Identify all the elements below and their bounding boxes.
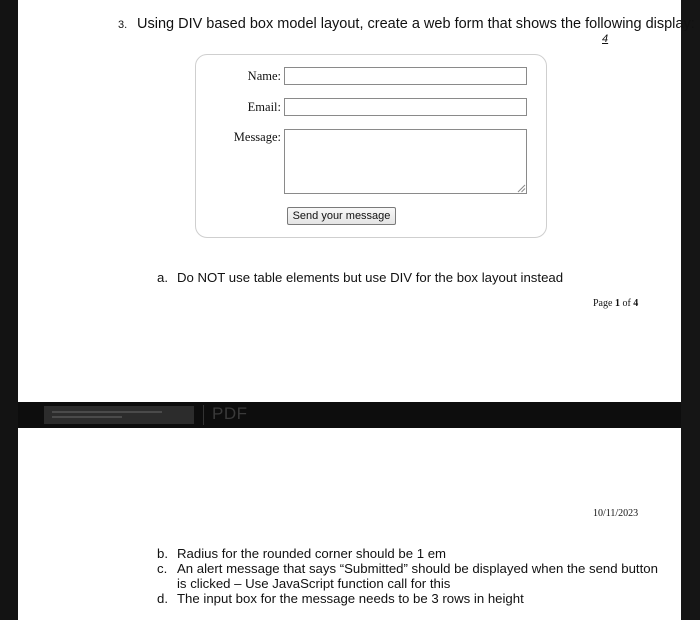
- requirement-c-mark: c.: [157, 561, 168, 576]
- requirement-a-text: Do NOT use table elements but use DIV for the box layout instead: [177, 270, 564, 285]
- viewer-right-margin: [681, 0, 700, 620]
- requirement-a: [157, 270, 563, 285]
- question-text: Using DIV based box model layout, create a web form that shows the following display:: [137, 16, 695, 32]
- email-label: Email:: [247, 100, 281, 114]
- requirement-b-mark: b.: [157, 546, 168, 561]
- message-textarea[interactable]: [284, 129, 527, 194]
- name-label: Name:: [247, 69, 281, 83]
- resize-grip-icon[interactable]: [517, 184, 526, 193]
- requirement-d: [157, 591, 524, 606]
- send-message-button[interactable]: Send your message: [287, 207, 396, 225]
- toolbar-divider: [203, 405, 204, 425]
- requirement-d-mark: d.: [157, 591, 168, 606]
- name-input[interactable]: [284, 67, 527, 85]
- question-points: 4: [602, 33, 609, 45]
- page-current: 1: [614, 298, 620, 309]
- requirement-a-mark: a.: [157, 270, 168, 285]
- pdf-format-label: PDF: [212, 404, 248, 423]
- email-input[interactable]: [284, 98, 527, 116]
- page-total: 4: [633, 298, 639, 309]
- date-stamp: 10/11/2023: [593, 508, 639, 519]
- page-number: [593, 298, 638, 309]
- question-number: 3.: [118, 19, 128, 31]
- requirement-c: [157, 561, 658, 576]
- viewer-toolbar: [18, 402, 681, 428]
- requirement-c-text: An alert message that says “Submitted” should be displayed when the send button: [177, 561, 658, 576]
- requirement-b-text: Radius for the rounded corner should be 1 em: [177, 546, 447, 561]
- requirement-d-text: The input box for the message needs to be 3 rows in height: [177, 591, 524, 606]
- requirement-b: [157, 546, 446, 561]
- page-prefix: Page: [593, 298, 613, 309]
- message-label: Message:: [233, 130, 281, 144]
- viewer-left-margin: [0, 0, 18, 620]
- page-of: of: [622, 298, 631, 309]
- page-thumbnail[interactable]: [44, 406, 194, 424]
- requirement-c-continuation: is clicked – Use JavaScript function call for this: [177, 576, 451, 591]
